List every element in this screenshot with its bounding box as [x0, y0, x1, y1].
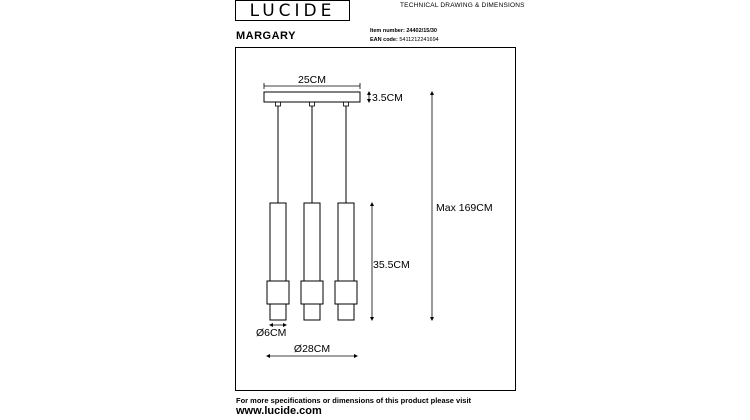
canopy-height-label: 3.5CM: [372, 92, 403, 104]
max-height-arrow-bottom: [430, 317, 434, 321]
shade-diameter-label: Ø6CM: [256, 327, 287, 339]
canopy-height-arrow-bottom: [367, 99, 371, 103]
ean-label: EAN code:: [370, 37, 398, 43]
total-diameter-label: Ø28CM: [293, 343, 331, 355]
pendant-1: [267, 203, 289, 320]
canopy: [264, 92, 360, 102]
canopy-height-arrow-top: [367, 91, 371, 95]
total-diameter-arrow-left: [266, 354, 270, 358]
shade-height-arrow-bottom: [370, 317, 374, 321]
footer-website-link[interactable]: www.lucide.com: [236, 405, 322, 417]
canopy-width-label: 25CM: [297, 74, 327, 86]
logo-text: LUCIDE: [249, 1, 336, 21]
shade-height-label: 35.5CM: [373, 259, 410, 271]
cable-mount-2: [310, 102, 315, 106]
document-type: TECHNICAL DRAWING & DIMENSIONS: [400, 2, 525, 9]
cable-mount-3: [344, 102, 349, 106]
max-height-arrow-top: [430, 91, 434, 95]
max-height-label: Max 169CM: [436, 202, 493, 214]
pendant-3: [335, 203, 357, 320]
total-diameter-arrow-right: [354, 354, 358, 358]
footer-note: For more specifications or dimensions of this product please visit: [236, 396, 472, 405]
item-number-label: Item number:: [370, 28, 405, 34]
product-name: MARGARY: [236, 30, 296, 42]
ean-value: 5411212241694: [399, 37, 439, 43]
item-number-value: 24402/15/30: [406, 28, 437, 34]
pendant-2: [301, 203, 323, 320]
cable-mount-1: [276, 102, 281, 106]
shade-height-arrow-top: [370, 202, 374, 206]
